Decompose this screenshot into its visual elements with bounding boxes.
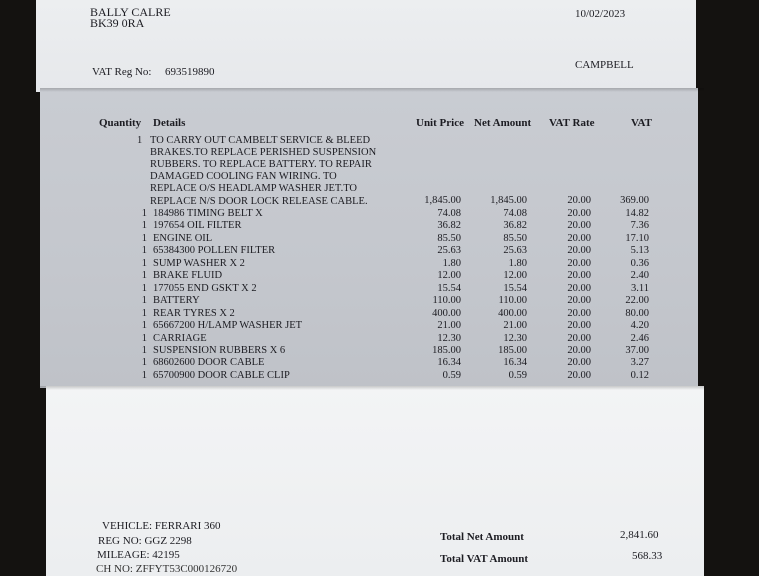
net-amount-cell: 21.00 bbox=[503, 320, 527, 332]
table-row bbox=[0, 245, 759, 257]
service-description-line: BRAKES.TO REPLACE PERISHED SUSPENSION bbox=[150, 147, 377, 158]
details-cell: 65700900 DOOR CABLE CLIP bbox=[153, 369, 290, 381]
vat-cell: 37.00 bbox=[625, 344, 649, 356]
quantity-cell: 1 bbox=[141, 344, 147, 356]
invoice-date: 10/02/2023 bbox=[575, 8, 626, 20]
vat-rate-cell: 20.00 bbox=[567, 344, 591, 356]
net-amount-cell: 110.00 bbox=[498, 295, 527, 307]
quantity-cell: 1 bbox=[141, 369, 147, 381]
service-description-line: DAMAGED COOLING FAN WIRING. TO bbox=[150, 171, 337, 182]
vat-cell: 22.00 bbox=[625, 295, 649, 307]
vat-reg-label: VAT Reg No: bbox=[92, 66, 152, 78]
table-row bbox=[0, 345, 759, 357]
quantity-cell: 1 bbox=[141, 220, 147, 232]
vat-rate-cell: 20.00 bbox=[567, 232, 591, 244]
unit-price-cell: 85.50 bbox=[437, 232, 461, 244]
vat-cell: 0.36 bbox=[630, 257, 649, 269]
total-vat-label: Total VAT Amount bbox=[440, 553, 529, 565]
details-cell: BATTERY bbox=[153, 295, 200, 307]
vat-rate-cell: 20.00 bbox=[567, 257, 591, 269]
total-net-value: 2,841.60 bbox=[620, 529, 659, 541]
unit-price-cell: 25.63 bbox=[437, 245, 461, 257]
service-item-amounts bbox=[0, 195, 759, 207]
quantity-cell: 1 bbox=[141, 282, 147, 294]
details-cell: SUMP WASHER X 2 bbox=[153, 257, 245, 269]
vat-cell: 369.00 bbox=[620, 195, 649, 206]
vat-rate-cell: 20.00 bbox=[567, 245, 591, 257]
net-amount-cell: 85.50 bbox=[503, 232, 527, 244]
total-vat-value: 568.33 bbox=[632, 550, 663, 562]
vat-rate-cell: 20.00 bbox=[567, 208, 591, 219]
details-cell: REAR TYRES X 2 bbox=[153, 307, 235, 319]
quantity-cell: 1 bbox=[141, 357, 147, 369]
vat-cell: 2.46 bbox=[630, 332, 649, 344]
customer-name: BALLY CALRE bbox=[90, 5, 171, 19]
unit-price-cell: 0.59 bbox=[442, 369, 461, 381]
service-description-line: REPLACE N/S DOOR LOCK RELEASE CABLE. bbox=[150, 196, 368, 207]
net-amount-cell: 1,845.00 bbox=[490, 195, 527, 206]
table-row bbox=[0, 370, 759, 382]
unit-price-cell: 21.00 bbox=[437, 320, 461, 332]
table-row bbox=[0, 320, 759, 332]
table-row bbox=[0, 308, 759, 320]
quantity-cell: 1 bbox=[141, 257, 147, 269]
vat-reg-number: 693519890 bbox=[165, 66, 215, 78]
branch-name: CAMPBELL bbox=[575, 59, 634, 71]
unit-price-cell: 185.00 bbox=[432, 344, 461, 356]
unit-price-cell: 12.30 bbox=[437, 332, 461, 344]
net-amount-cell: 25.63 bbox=[503, 245, 527, 257]
service-description-line: REPLACE O/S HEADLAMP WASHER JET.TO bbox=[150, 183, 358, 194]
vat-cell: 7.36 bbox=[630, 220, 649, 232]
unit-price-cell: 1.80 bbox=[442, 257, 461, 269]
vat-rate-cell: 20.00 bbox=[567, 307, 591, 319]
net-amount-cell: 15.54 bbox=[503, 282, 527, 294]
vat-rate-cell: 20.00 bbox=[567, 195, 591, 206]
table-row bbox=[0, 220, 759, 232]
details-cell: ENGINE OIL bbox=[153, 232, 213, 244]
vat-rate-cell: 20.00 bbox=[567, 320, 591, 332]
net-amount-cell: 12.30 bbox=[503, 332, 527, 344]
total-net-label: Total Net Amount bbox=[440, 531, 524, 543]
vat-rate-cell: 20.00 bbox=[567, 332, 591, 344]
unit-price-cell: 400.00 bbox=[432, 307, 461, 319]
vat-cell: 3.27 bbox=[630, 357, 649, 369]
details-cell: SUSPENSION RUBBERS X 6 bbox=[153, 344, 286, 356]
vat-cell: 0.12 bbox=[630, 369, 649, 381]
net-amount-cell: 185.00 bbox=[498, 344, 527, 356]
column-header-details: Details bbox=[153, 117, 186, 129]
table-row bbox=[0, 283, 759, 295]
net-amount-cell: 36.82 bbox=[503, 220, 527, 232]
table-row bbox=[0, 233, 759, 245]
vat-rate-cell: 20.00 bbox=[567, 369, 591, 381]
quantity-cell: 1 bbox=[141, 208, 147, 219]
unit-price-cell: 12.00 bbox=[437, 270, 461, 282]
quantity-cell: 1 bbox=[141, 332, 147, 344]
vat-rate-cell: 20.00 bbox=[567, 357, 591, 369]
vat-rate-cell: 20.00 bbox=[567, 270, 591, 282]
net-amount-cell: 0.59 bbox=[508, 369, 527, 381]
fold-crease-bottom bbox=[40, 386, 704, 390]
quantity-cell: 1 bbox=[141, 320, 147, 332]
unit-price-cell: 110.00 bbox=[432, 295, 461, 307]
table-row bbox=[0, 270, 759, 282]
table-row bbox=[0, 208, 759, 220]
quantity-cell: 1 bbox=[141, 245, 147, 257]
table-row bbox=[0, 258, 759, 270]
vat-cell: 80.00 bbox=[625, 307, 649, 319]
unit-price-cell: 74.08 bbox=[437, 208, 461, 219]
details-cell: 177055 END GSKT X 2 bbox=[153, 282, 257, 294]
quantity-cell: 1 bbox=[141, 307, 147, 319]
unit-price-cell: 1,845.00 bbox=[424, 195, 461, 206]
service-description-line: RUBBERS. TO REPLACE BATTERY. TO REPAIR bbox=[150, 159, 372, 170]
vat-rate-cell: 20.00 bbox=[567, 220, 591, 232]
vat-rate-cell: 20.00 bbox=[567, 295, 591, 307]
net-amount-cell: 12.00 bbox=[503, 270, 527, 282]
details-cell: 65384300 POLLEN FILTER bbox=[153, 245, 276, 257]
unit-price-cell: 36.82 bbox=[437, 220, 461, 232]
details-cell: BRAKE FLUID bbox=[153, 270, 223, 282]
service-description-line: TO CARRY OUT CAMBELT SERVICE & BLEED bbox=[150, 135, 371, 146]
vat-cell: 5.13 bbox=[630, 245, 649, 257]
invoice-footer-panel bbox=[46, 386, 704, 576]
net-amount-cell: 16.34 bbox=[503, 357, 527, 369]
net-amount-cell: 1.80 bbox=[508, 257, 527, 269]
vat-cell: 4.20 bbox=[630, 320, 649, 332]
column-header-vat-rate: VAT Rate bbox=[549, 117, 595, 129]
vat-cell: 14.82 bbox=[625, 208, 649, 219]
vehicle-model: VEHICLE: FERRARI 360 bbox=[102, 520, 221, 532]
customer-postcode: BK39 0RA bbox=[90, 16, 145, 30]
service-item-quantity: 1 bbox=[137, 135, 143, 146]
fold-crease-top bbox=[40, 88, 704, 92]
quantity-cell: 1 bbox=[141, 270, 147, 282]
details-cell: CARRIAGE bbox=[153, 332, 207, 344]
details-cell: 197654 OIL FILTER bbox=[153, 220, 242, 232]
column-header-vat: VAT bbox=[631, 117, 652, 129]
column-header-unit-price: Unit Price bbox=[416, 117, 464, 129]
table-row bbox=[0, 333, 759, 345]
unit-price-cell: 15.54 bbox=[437, 282, 461, 294]
column-header-quantity: Quantity bbox=[99, 117, 142, 129]
vat-cell: 3.11 bbox=[631, 282, 649, 294]
vat-cell: 2.40 bbox=[630, 270, 649, 282]
column-header-net-amount: Net Amount bbox=[474, 117, 532, 129]
vehicle-mileage: MILEAGE: 42195 bbox=[97, 549, 180, 561]
net-amount-cell: 400.00 bbox=[498, 307, 527, 319]
quantity-cell: 1 bbox=[141, 295, 147, 307]
table-row bbox=[0, 357, 759, 369]
quantity-cell: 1 bbox=[141, 232, 147, 244]
vat-rate-cell: 20.00 bbox=[567, 282, 591, 294]
details-cell: 65667200 H/LAMP WASHER JET bbox=[153, 320, 303, 332]
vehicle-chassis-number: CH NO: ZFFYT53C000126720 bbox=[96, 563, 238, 575]
details-cell: 184986 TIMING BELT X bbox=[153, 208, 263, 219]
vat-cell: 17.10 bbox=[625, 232, 649, 244]
details-cell: 68602600 DOOR CABLE bbox=[153, 357, 265, 369]
table-row bbox=[0, 295, 759, 307]
vehicle-registration: REG NO: GGZ 2298 bbox=[98, 535, 192, 547]
net-amount-cell: 74.08 bbox=[503, 208, 527, 219]
unit-price-cell: 16.34 bbox=[437, 357, 461, 369]
